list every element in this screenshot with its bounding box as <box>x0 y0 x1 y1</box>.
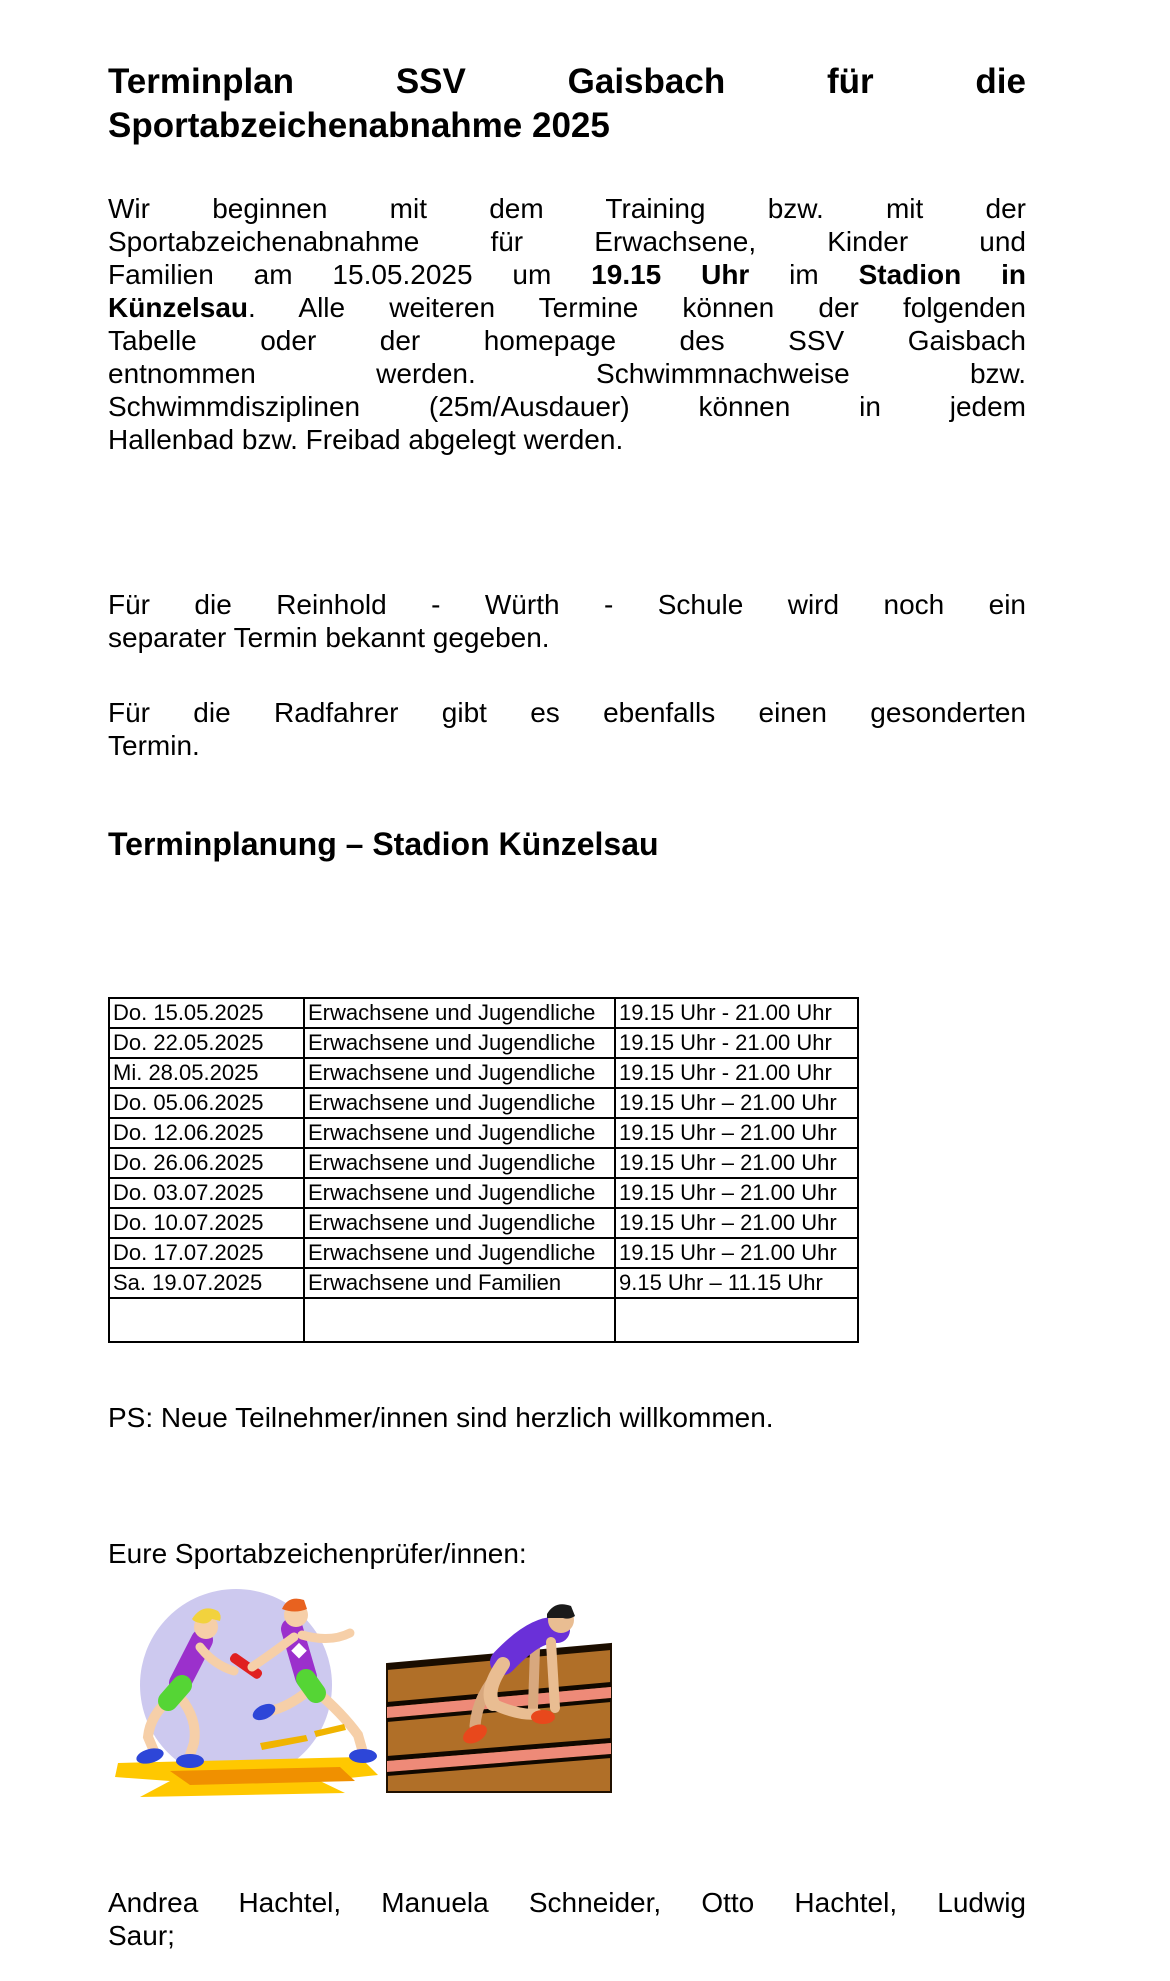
table-row <box>109 1058 858 1088</box>
table-cell: 19.15 Uhr - 21.00 Uhr <box>615 998 858 1028</box>
table-cell: Erwachsene und Jugendliche <box>304 1028 615 1058</box>
table-cell: Erwachsene und Jugendliche <box>304 1238 615 1268</box>
text-line: Familien am 15.05.2025 um 19.15 Uhr im Stadion in <box>108 259 1026 290</box>
intro-paragraph <box>108 192 1026 456</box>
table-cell: Erwachsene und Jugendliche <box>304 1088 615 1118</box>
table-cell: Do. 15.05.2025 <box>109 998 304 1028</box>
ps-note: PS: Neue Teilnehmer/innen sind herzlich willkommen. <box>108 1402 774 1433</box>
table-cell: Do. 22.05.2025 <box>109 1028 304 1058</box>
table-cell: 19.15 Uhr – 21.00 Uhr <box>615 1118 858 1148</box>
table-cell <box>615 1298 858 1342</box>
examiners-label: Eure Sportabzeichenprüfer/innen: <box>108 1538 527 1569</box>
schedule-table <box>108 997 859 1343</box>
text-line: Schwimmdisziplinen (25m/Ausdauer) können in jedem <box>108 391 1026 422</box>
text-line: separater Termin bekannt gegeben. <box>108 622 550 653</box>
table-row <box>109 1118 858 1148</box>
table-cell: Do. 03.07.2025 <box>109 1178 304 1208</box>
table-cell: Sa. 19.07.2025 <box>109 1268 304 1298</box>
table-cell: Do. 17.07.2025 <box>109 1238 304 1268</box>
table-cell: Do. 10.07.2025 <box>109 1208 304 1238</box>
table-cell: 19.15 Uhr – 21.00 Uhr <box>615 1178 858 1208</box>
table-cell: Mi. 28.05.2025 <box>109 1058 304 1088</box>
text-line: Termin. <box>108 730 200 761</box>
table-cell: Do. 26.06.2025 <box>109 1148 304 1178</box>
text-line: Terminplan SSV Gaisbach für die <box>108 62 1026 101</box>
table-row <box>109 1208 858 1238</box>
table-cell <box>109 1298 304 1342</box>
table-cell: Erwachsene und Jugendliche <box>304 998 615 1028</box>
table-cell: 19.15 Uhr – 21.00 Uhr <box>615 1088 858 1118</box>
table-cell: Erwachsene und Familien <box>304 1268 615 1298</box>
table-row <box>109 998 858 1028</box>
text-line: entnommen werden. Schwimmnachweise bzw. <box>108 358 1026 389</box>
table-cell: 19.15 Uhr - 21.00 Uhr <box>615 1028 858 1058</box>
text-line: Sportabzeichenabnahme für Erwachsene, Kinder und <box>108 226 1026 257</box>
table-cell: 19.15 Uhr - 21.00 Uhr <box>615 1058 858 1088</box>
table-row <box>109 1148 858 1178</box>
table-row <box>109 1238 858 1268</box>
table-cell: Erwachsene und Jugendliche <box>304 1058 615 1088</box>
section-heading: Terminplanung – Stadion Künzelsau <box>108 826 659 862</box>
document-title <box>108 60 1026 148</box>
table-row <box>109 1178 858 1208</box>
table-cell: 19.15 Uhr – 21.00 Uhr <box>615 1238 858 1268</box>
table-cell: 19.15 Uhr – 21.00 Uhr <box>615 1208 858 1238</box>
text-line: Andrea Hachtel, Manuela Schneider, Otto Hachtel, Ludwig <box>108 1887 1026 1918</box>
table-row <box>109 1268 858 1298</box>
reinhold-paragraph <box>108 588 1026 654</box>
text-line: Saur; <box>108 1920 175 1951</box>
table-cell <box>304 1298 615 1342</box>
table-cell: Erwachsene und Jugendliche <box>304 1208 615 1238</box>
text-line: Tabelle oder der homepage des SSV Gaisbach <box>108 325 1026 356</box>
table-cell: Erwachsene und Jugendliche <box>304 1148 615 1178</box>
text-line: Wir beginnen mit dem Training bzw. mit der <box>108 193 1026 224</box>
radfahrer-paragraph <box>108 696 1026 762</box>
examiners-names <box>108 1886 1026 1952</box>
table-cell: 9.15 Uhr – 11.15 Uhr <box>615 1268 858 1298</box>
table-cell: Do. 12.06.2025 <box>109 1118 304 1148</box>
text-line: Hallenbad bzw. Freibad abgelegt werden. <box>108 424 624 455</box>
text-line: Für die Reinhold - Würth - Schule wird noch ein <box>108 589 1026 620</box>
table-cell: 19.15 Uhr – 21.00 Uhr <box>615 1148 858 1178</box>
sprinter-start-image <box>385 1598 613 1810</box>
relay-runners-image <box>110 1585 395 1810</box>
table-cell: Erwachsene und Jugendliche <box>304 1178 615 1208</box>
table-cell: Erwachsene und Jugendliche <box>304 1118 615 1148</box>
table-row <box>109 1088 858 1118</box>
table-row <box>109 1028 858 1058</box>
text-line: Für die Radfahrer gibt es ebenfalls einen gesonderten <box>108 697 1026 728</box>
text-line: Sportabzeichenabnahme 2025 <box>108 106 610 145</box>
table-row <box>109 1298 858 1342</box>
text-line: Künzelsau. Alle weiteren Termine können der folgenden <box>108 292 1026 323</box>
table-cell: Do. 05.06.2025 <box>109 1088 304 1118</box>
